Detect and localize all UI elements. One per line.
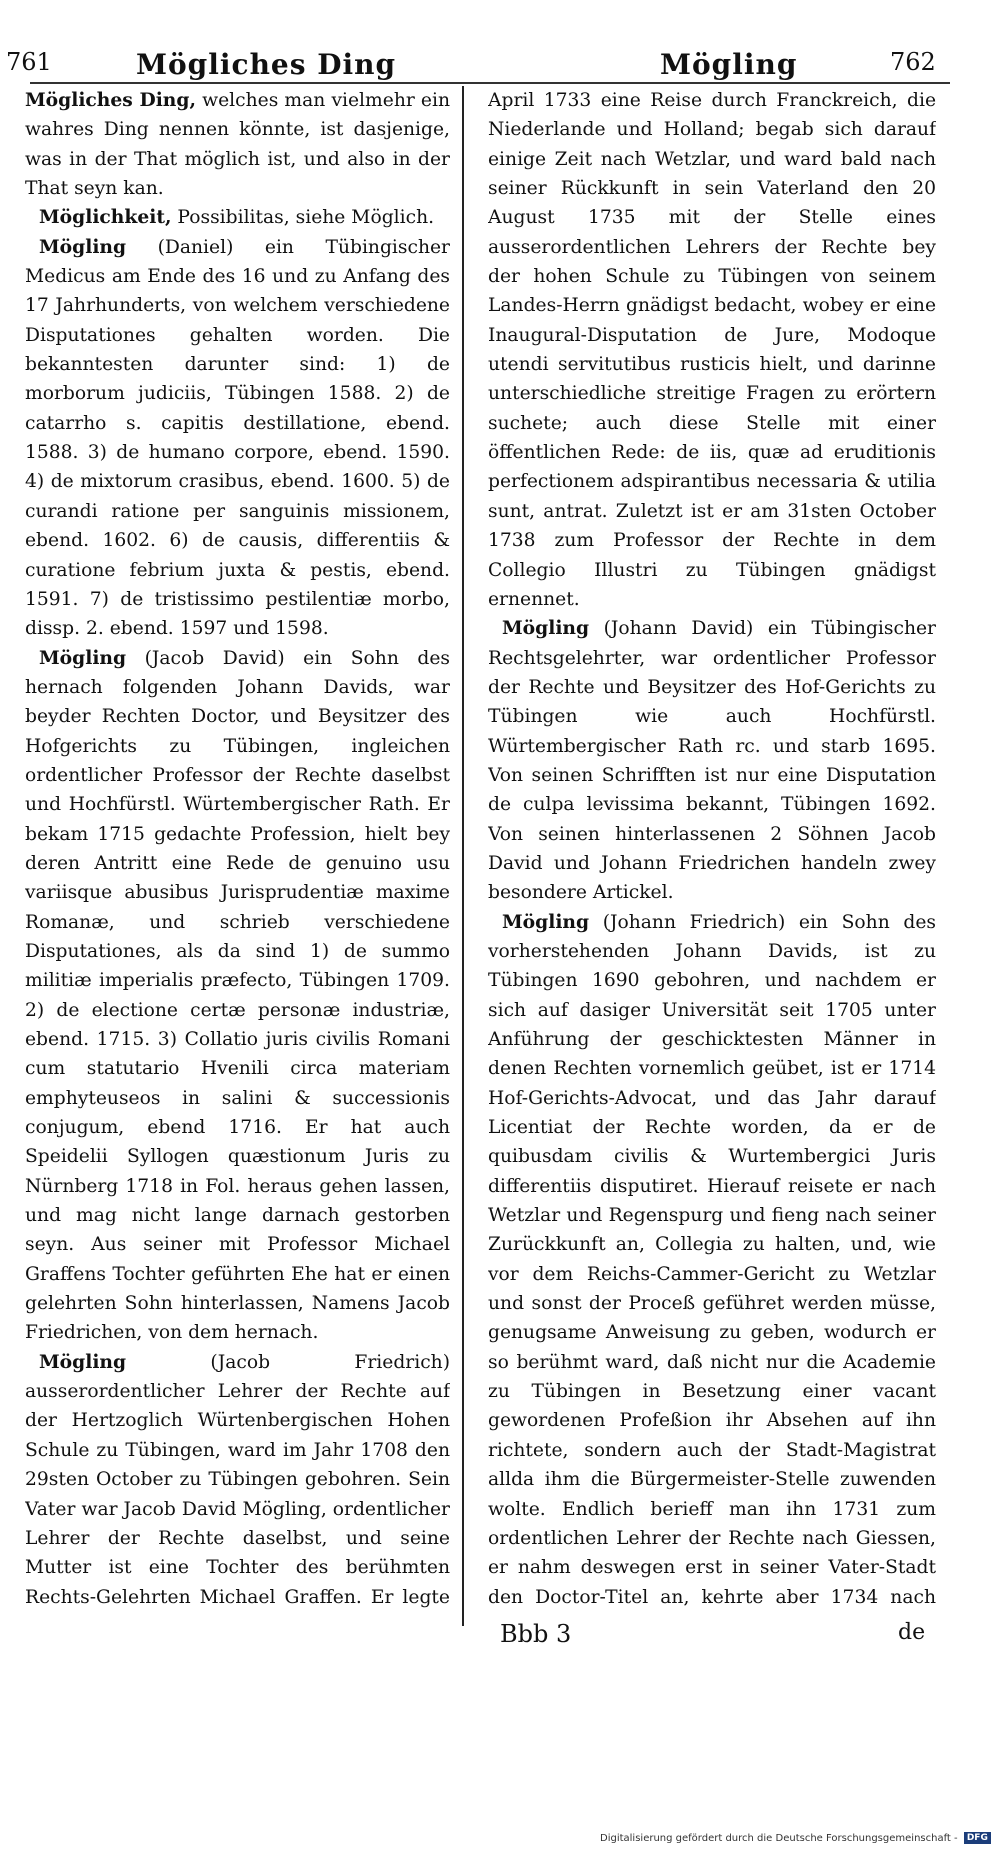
column-divider — [462, 86, 464, 1626]
entry — [25, 233, 450, 644]
entry-lemma: Mögling — [39, 235, 127, 258]
page-number-left: 761 — [6, 48, 52, 76]
entry — [25, 203, 450, 232]
entry-text: (Johann David) ein Tübingischer Rechtsgelehrter, war ordentlicher Professor der Rechte und Beysitzer des Hof-Gerichts zu Tübingen wie auch Hochfürstl. Würtembergischer Rath rc. und starb 1695. Von seinen Schrifften ist nur eine Disputation de culpa levissima bekannt, Tübingen 1692. Von seinen hinterlassenen 2 Söhnen Jacob David und Johann Friedrichen handeln zwey besondere Artickel. — [488, 618, 936, 904]
entry — [25, 644, 450, 1348]
entry-lemma: Mögling — [39, 646, 127, 669]
digitization-credit — [600, 1832, 991, 1844]
page-number-right: 762 — [890, 48, 936, 76]
right-column — [488, 86, 936, 1616]
entry-lemma: Mögling — [502, 617, 590, 640]
entry-text: (Jacob Friedrich) ausserordentlicher Lehrer der Rechte auf der Hertzoglich Würtenbergischen Hohen Schule zu Tübingen, ward im Jahr 1708 den 29sten October zu Tübingen gebohren. Sein Vater war Jacob David Mögling, ordentlicher Lehrer der Rechte daselbst, und seine Mutter ist eine Tochter des berühmten Rechts-Gelehrten Michael Graffen. Er legte — [25, 1351, 450, 1608]
entry-text: welches man vielmehr ein wahres Ding nennen könnte, ist dasjenige, was in der That möglich ist, und also in der That seyn kan. — [25, 90, 450, 200]
signature-mark: Bbb 3 — [500, 1620, 572, 1648]
entry-text: (Jacob David) ein Sohn des hernach folgenden Johann Davids, war beyder Rechten Doctor, und Beysitzer des Hofgerichts zu Tübingen, ingleichen ordentlicher Professor der Rechte daselbst und Hochfürstl. Würtembergischer Rath. Er bekam 1715 gedachte Profession, hielt bey deren Antritt eine Rede de genuino usu variisque abusibus Jurisprudentiæ maxime Romanæ, und schrieb verschiedene Disputationes, als da sind 1) de summo militiæ imperialis præfecto, Tübingen 1709. 2) de electione certæ personæ industriæ, ebend. 1715. 3) Collatio juris civilis Romani cum statutario Hvenili circa materiam emphyteuseos in salini & successionis conjugum, ebend 1716. Er hat auch Speidelii Syllogen quæstionum Juris zu Nürnberg 1718 in Fol. heraus gehen lassen, und mag nicht lange darnach gestorben seyn. Aus seiner mit Professor Michael Graffens Tochter geführten Ehe hat er einen gelehrten Sohn hinterlassen, Namens Jacob Friedrichen, von dem hernach. — [25, 647, 450, 1344]
entry-text: (Johann Friedrich) ein Sohn des vorherstehenden Johann Davids, ist zu Tübingen 1690 gebohren, und nachdem er sich auf dasiger Universität seit 1705 unter Anführung der geschicktesten Männer in denen Rechten vornemlich geübet, ist er 1714 Hof-Gerichts-Advocat, und das Jahr darauf Licentiat der Rechte worden, da er de quibusdam civilis & Wurtembergici Juris differentiis disputiret. Hierauf reisete er nach Wetzlar und Regenspurg und fieng nach seiner Zurückkunft an, Collegia zu halten, und, wie vor dem Reichs-Cammer-Gericht zu Wetzlar und sonst der Proceß geführet werden müsse, genugsame Anweisung zu geben, wodurch er so berühmt ward, daß nicht nur die Academie zu Tübingen in Besetzung einer vacant gewordenen Profeßion ihr Absehen auf ihn richtete, sondern auch der Stadt-Magistrat allda ihm die Bürgermeister-Stelle zuwenden wolte. Endlich berieff man ihn 1731 zum ordentlichen Lehrer der Rechte nach Giessen, er nahm deswegen erst in seiner Vater-Stadt den Doctor-Titel an, kehrte aber 1734 nach — [488, 911, 936, 1608]
entry — [25, 1348, 450, 1616]
entry-lemma: Mögling — [502, 910, 590, 933]
left-column — [25, 86, 450, 1616]
entry-lemma: Mögling — [39, 1350, 127, 1373]
running-head-left: Mögliches Ding — [136, 48, 397, 81]
entry — [25, 86, 450, 203]
entry-text: Possibilitas, siehe Möglich. — [171, 207, 435, 229]
entry-lemma: Möglichkeit, — [39, 206, 172, 229]
entry-continuation — [488, 86, 936, 614]
entry — [488, 908, 936, 1616]
dfg-logo-icon: DFG — [964, 1832, 991, 1844]
header-rule — [30, 82, 950, 84]
digitization-note: Digitalisierung gefördert durch die Deutsche Forschungsgemeinschaft - — [600, 1833, 958, 1844]
entry-text: (Daniel) ein Tübingischer Medicus am Ende des 16 und zu Anfang des 17 Jahrhunderts, von welchem verschiedene Disputationes gehalten worden. Die bekanntesten darunter sind: 1) de morborum judiciis, Tübingen 1588. 2) de catarrho s. capitis destillatione, ebend. 1588. 3) de humano corpore, ebend. 1590. 4) de mixtorum crasibus, ebend. 1600. 5) de curandi ratione per sanguinis missionem, ebend. 1602. 6) de causis, differentiis & curatione febrium juxta & pestis, ebend. 1591. 7) de tristissimo pestilentiæ morbo, dissp. 2. ebend. 1597 und 1598. — [25, 236, 450, 640]
catchword: de — [898, 1620, 926, 1645]
entry — [488, 614, 936, 907]
running-head-right: Mögling — [660, 48, 798, 81]
entry-text: April 1733 eine Reise durch Franckreich, die Niederlande und Holland; begab sich darauf einige Zeit nach Wetzlar, und ward bald nach seiner Rückkunft in sein Vaterland den 20 August 1735 mit der Stelle eines ausserordentlichen Lehrers der Rechte bey der hohen Schule zu Tübingen von seinem Landes-Herrn gnädigst bedacht, wobey er eine Inaugural-Disputation de Jure, Modoque utendi servitutibus rusticis hielt, und darinne unterschiedliche streitige Fragen zu erörtern suchete; auch diese Stelle mit einer öffentlichen Rede: de iis, quæ ad eruditionis perfectionem adspirantibus necessaria & utilia sunt, antrat. Zuletzt ist er am 31sten October 1738 zum Professor der Rechte in dem Collegio Illustri zu Tübingen gnädigst ernennet. — [488, 90, 936, 610]
page-header — [0, 0, 1000, 80]
entry-lemma: Mögliches Ding, — [25, 89, 196, 111]
